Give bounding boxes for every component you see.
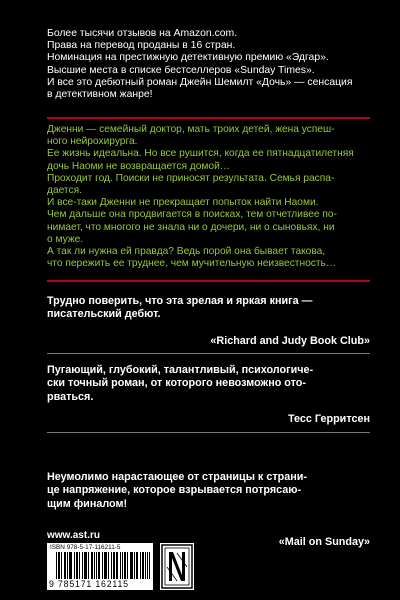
- promo-line: в детективном жанре!: [47, 89, 153, 101]
- review-source-1: «Richard and Judy Book Club»: [210, 335, 370, 347]
- ean-digits: 9 785171 162115: [49, 579, 129, 589]
- promo-line: Высшие места в списке бестселлеров «Sunday Times».: [47, 64, 315, 76]
- synopsis-line: Дженни — семейный доктор, мать троих детей, жена успеш-: [47, 124, 335, 135]
- promo-line: Права на перевод проданы в 16 стран.: [47, 40, 236, 52]
- review-quote-2: [47, 364, 372, 404]
- quote-line: рваться.: [47, 390, 94, 403]
- publisher-website: www.ast.ru: [47, 530, 100, 541]
- synopsis: [47, 124, 372, 270]
- synopsis-line: Чем дальше она продвигается в поисках, тем отчетливее по-: [47, 209, 337, 221]
- synopsis-line: дается.: [47, 185, 82, 197]
- quote-separator: [47, 353, 370, 354]
- synopsis-line: Проходит год. Поиски не приносят результата. Семья распа-: [47, 172, 335, 184]
- synopsis-line: ного нейрохирурга.: [47, 136, 138, 148]
- synopsis-line: А так ли нужна ей правда? Ведь порой она бывает такова,: [47, 246, 326, 258]
- quote-line: це напряжение, которое взрывается потрясаю-: [47, 484, 302, 497]
- review-quote-3: [47, 471, 372, 511]
- synopsis-line: дочь Наоми не возвращается домой…: [47, 160, 230, 172]
- promo-facts: [47, 28, 367, 101]
- review-source-3: «Mail on Sunday»: [278, 536, 370, 548]
- barcode-icon: [56, 552, 150, 579]
- synopsis-line: нимает, что многого не знала ни о дочери, ни о сыновьях, ни: [47, 221, 335, 233]
- promo-line: Более тысячи отзывов на Amazon.com.: [47, 28, 238, 39]
- review-source-2: Тесс Герритсен: [287, 413, 370, 425]
- synopsis-line: что пережить ее труднее, чем мучительную неизвестность…: [47, 258, 337, 270]
- quote-line: щим финалом!: [47, 497, 128, 510]
- synopsis-line: о муже.: [47, 233, 84, 245]
- quote-line: Пугающий, глубокий, талантливый, психологиче-: [47, 364, 314, 376]
- isbn-number: ISBN 978-5-17-116211-5: [50, 544, 121, 551]
- barcode: [47, 543, 153, 590]
- publisher-logo-icon: [160, 543, 194, 590]
- promo-line: И все это дебютный роман Джейн Шемилт «Дочь» — сенсация: [47, 76, 353, 88]
- quote-line: писательский дебют.: [47, 308, 161, 321]
- quote-line: Неумолимо нарастающее от страницы к страни-: [47, 471, 307, 483]
- quote-line: Трудно поверить, что эта зрелая и яркая книга —: [47, 295, 313, 307]
- red-divider-bottom: [47, 280, 370, 282]
- review-quote-1: [47, 295, 372, 322]
- quote-separator: [47, 432, 370, 433]
- quote-line: ски точный роман, от которого невозможно ото-: [47, 377, 306, 390]
- promo-line: Номинация на престижную детективную премию «Эдгар».: [47, 52, 329, 64]
- red-divider-top: [47, 117, 370, 119]
- synopsis-line: Ее жизнь идеальна. Но все рушится, когда ее пятнадцатилетняя: [47, 148, 354, 160]
- synopsis-line: И все-таки Дженни не прекращает попыток найти Наоми.: [47, 197, 319, 209]
